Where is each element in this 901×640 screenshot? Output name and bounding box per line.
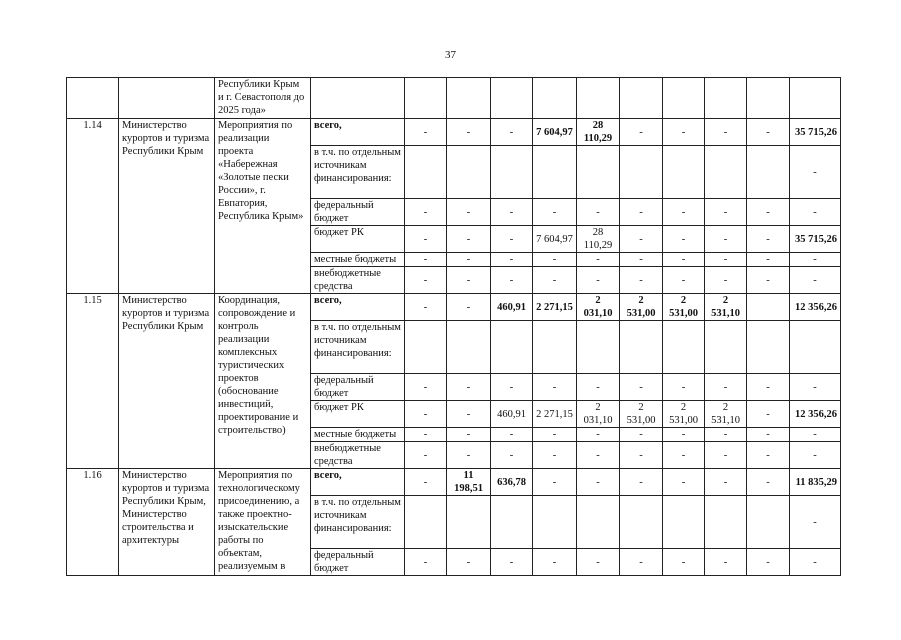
source-label: в т.ч. по отдельным источникам финансирования: <box>311 321 405 374</box>
source-label: местные бюджеты <box>311 253 405 267</box>
value-cell: - <box>491 549 533 576</box>
value-cell: - <box>620 469 663 496</box>
value-cell: 2 271,15 <box>533 294 577 321</box>
value-cell: - <box>747 267 790 294</box>
measure-cell: Координация, сопровождение и контроль реализации комплексных туристических проектов (обоснование инвестиций, проектирование и строительство) <box>215 294 311 469</box>
value-cell: - <box>663 442 705 469</box>
source-label: внебюджетные средства <box>311 442 405 469</box>
executor-cell: Министерство курортов и туризма Республики Крым <box>119 119 215 294</box>
value-cell: - <box>447 226 491 253</box>
executor-cell: Министерство курортов и туризма Республики Крым <box>119 294 215 469</box>
total-cell: - <box>790 146 841 199</box>
value-cell: - <box>533 442 577 469</box>
table-row <box>67 469 841 496</box>
value-cell: - <box>405 226 447 253</box>
total-cell <box>790 321 841 374</box>
measure-cell: Мероприятия по реализации проекта «Набережная «Золотые пески России», г. Евпатория, Республика Крым» <box>215 119 311 294</box>
value-cell: - <box>620 226 663 253</box>
value-cell: - <box>447 442 491 469</box>
measure-cell: Мероприятия по технологическому присоединению, а также проектно-изыскательские работы по объектам, реализуемым в <box>215 469 311 576</box>
value-cell: - <box>663 549 705 576</box>
total-cell: 12 356,26 <box>790 401 841 428</box>
value-cell: 11 198,51 <box>447 469 491 496</box>
value-cell: - <box>405 294 447 321</box>
value-cell: - <box>405 428 447 442</box>
source-label: всего, <box>311 294 405 321</box>
source-label: федеральный бюджет <box>311 374 405 401</box>
value-cell: - <box>447 267 491 294</box>
value-cell: - <box>747 469 790 496</box>
value-cell: - <box>447 549 491 576</box>
source-label: местные бюджеты <box>311 428 405 442</box>
value-cell: - <box>447 428 491 442</box>
value-cell: - <box>491 442 533 469</box>
row-index: 1.15 <box>67 294 119 469</box>
value-cell: - <box>491 199 533 226</box>
value-cell: - <box>405 442 447 469</box>
value-cell: - <box>747 374 790 401</box>
value-cell: - <box>533 428 577 442</box>
value-cell: - <box>447 401 491 428</box>
total-cell: - <box>790 199 841 226</box>
table-row <box>67 294 841 321</box>
value-cell: - <box>705 428 747 442</box>
value-cell: - <box>577 442 620 469</box>
value-cell: - <box>705 374 747 401</box>
value-cell: - <box>491 253 533 267</box>
source-label: бюджет РК <box>311 226 405 253</box>
source-label: бюджет РК <box>311 401 405 428</box>
row-index: 1.14 <box>67 119 119 294</box>
value-cell: - <box>663 428 705 442</box>
total-cell: 12 356,26 <box>790 294 841 321</box>
value-cell: - <box>533 199 577 226</box>
value-cell: - <box>491 119 533 146</box>
value-cell: - <box>577 428 620 442</box>
value-cell: 2 531,00 <box>663 294 705 321</box>
source-label: внебюджетные средства <box>311 267 405 294</box>
value-cell: - <box>533 469 577 496</box>
value-cell: - <box>747 253 790 267</box>
executor-cell: Министерство курортов и туризма Республики Крым, Министерство строительства и архитектуры <box>119 469 215 576</box>
value-cell: - <box>663 199 705 226</box>
value-cell: - <box>747 401 790 428</box>
value-cell: - <box>747 119 790 146</box>
value-cell: - <box>577 469 620 496</box>
value-cell: - <box>491 226 533 253</box>
source-label: всего, <box>311 469 405 496</box>
value-cell: - <box>405 119 447 146</box>
value-cell: - <box>747 442 790 469</box>
total-cell: 35 715,26 <box>790 226 841 253</box>
row-index: 1.16 <box>67 469 119 576</box>
source-label: в т.ч. по отдельным источникам финансирования: <box>311 496 405 549</box>
value-cell: - <box>747 199 790 226</box>
value-cell: - <box>747 549 790 576</box>
total-cell: - <box>790 267 841 294</box>
value-cell: - <box>663 119 705 146</box>
value-cell: 2 531,00 <box>663 401 705 428</box>
value-cell: - <box>405 199 447 226</box>
value-cell: - <box>491 374 533 401</box>
value-cell: - <box>447 374 491 401</box>
value-cell: - <box>577 253 620 267</box>
value-cell: 2 531,00 <box>620 401 663 428</box>
source-label: всего, <box>311 119 405 146</box>
value-cell: - <box>620 549 663 576</box>
value-cell: - <box>577 199 620 226</box>
value-cell: 28 110,29 <box>577 119 620 146</box>
value-cell: - <box>447 294 491 321</box>
value-cell: - <box>705 549 747 576</box>
value-cell: - <box>620 253 663 267</box>
page-number: 37 <box>445 49 456 61</box>
value-cell: - <box>620 119 663 146</box>
source-label: федеральный бюджет <box>311 549 405 576</box>
total-cell: - <box>790 549 841 576</box>
value-cell: - <box>405 549 447 576</box>
value-cell: 460,91 <box>491 294 533 321</box>
value-cell: - <box>533 253 577 267</box>
value-cell: - <box>491 428 533 442</box>
value-cell: 636,78 <box>491 469 533 496</box>
value-cell: - <box>705 267 747 294</box>
value-cell: - <box>620 374 663 401</box>
value-cell: - <box>533 374 577 401</box>
value-cell: - <box>405 401 447 428</box>
value-cell: 2 031,10 <box>577 401 620 428</box>
value-cell: - <box>491 267 533 294</box>
total-cell: - <box>790 442 841 469</box>
value-cell: - <box>620 199 663 226</box>
value-cell: - <box>533 267 577 294</box>
total-cell: - <box>790 374 841 401</box>
value-cell: - <box>705 226 747 253</box>
value-cell: - <box>577 549 620 576</box>
value-cell: 2 031,10 <box>577 294 620 321</box>
value-cell: - <box>663 253 705 267</box>
value-cell: 28 110,29 <box>577 226 620 253</box>
total-cell: - <box>790 253 841 267</box>
total-cell: 35 715,26 <box>790 119 841 146</box>
value-cell: - <box>663 374 705 401</box>
value-cell: - <box>405 469 447 496</box>
value-cell: - <box>533 549 577 576</box>
value-cell: - <box>747 226 790 253</box>
value-cell: - <box>705 442 747 469</box>
value-cell: 2 271,15 <box>533 401 577 428</box>
value-cell: 2 531,10 <box>705 294 747 321</box>
value-cell: - <box>405 267 447 294</box>
value-cell: 7 604,97 <box>533 119 577 146</box>
value-cell: - <box>620 428 663 442</box>
value-cell: - <box>705 119 747 146</box>
source-label: в т.ч. по отдельным источникам финансирования: <box>311 146 405 199</box>
value-cell: - <box>620 442 663 469</box>
value-cell: - <box>447 199 491 226</box>
value-cell: - <box>705 253 747 267</box>
financing-table <box>66 77 841 576</box>
value-cell: 2 531,10 <box>705 401 747 428</box>
value-cell: - <box>577 267 620 294</box>
source-label: федеральный бюджет <box>311 199 405 226</box>
total-cell: - <box>790 496 841 549</box>
value-cell: - <box>620 267 663 294</box>
value-cell: - <box>663 267 705 294</box>
value-cell: - <box>577 374 620 401</box>
value-cell: - <box>663 226 705 253</box>
value-cell: - <box>405 374 447 401</box>
total-cell: 11 835,29 <box>790 469 841 496</box>
value-cell: - <box>663 469 705 496</box>
value-cell: - <box>705 199 747 226</box>
table-row <box>67 119 841 146</box>
value-cell: - <box>447 119 491 146</box>
value-cell: - <box>747 428 790 442</box>
value-cell <box>747 294 790 321</box>
value-cell: - <box>447 253 491 267</box>
value-cell: 460,91 <box>491 401 533 428</box>
measure-cell: Республики Крым и г. Севастополя до 2025 года» <box>215 78 311 119</box>
value-cell: - <box>405 253 447 267</box>
value-cell: - <box>705 469 747 496</box>
value-cell: 7 604,97 <box>533 226 577 253</box>
table-row <box>67 78 841 119</box>
total-cell: - <box>790 428 841 442</box>
value-cell: 2 531,00 <box>620 294 663 321</box>
